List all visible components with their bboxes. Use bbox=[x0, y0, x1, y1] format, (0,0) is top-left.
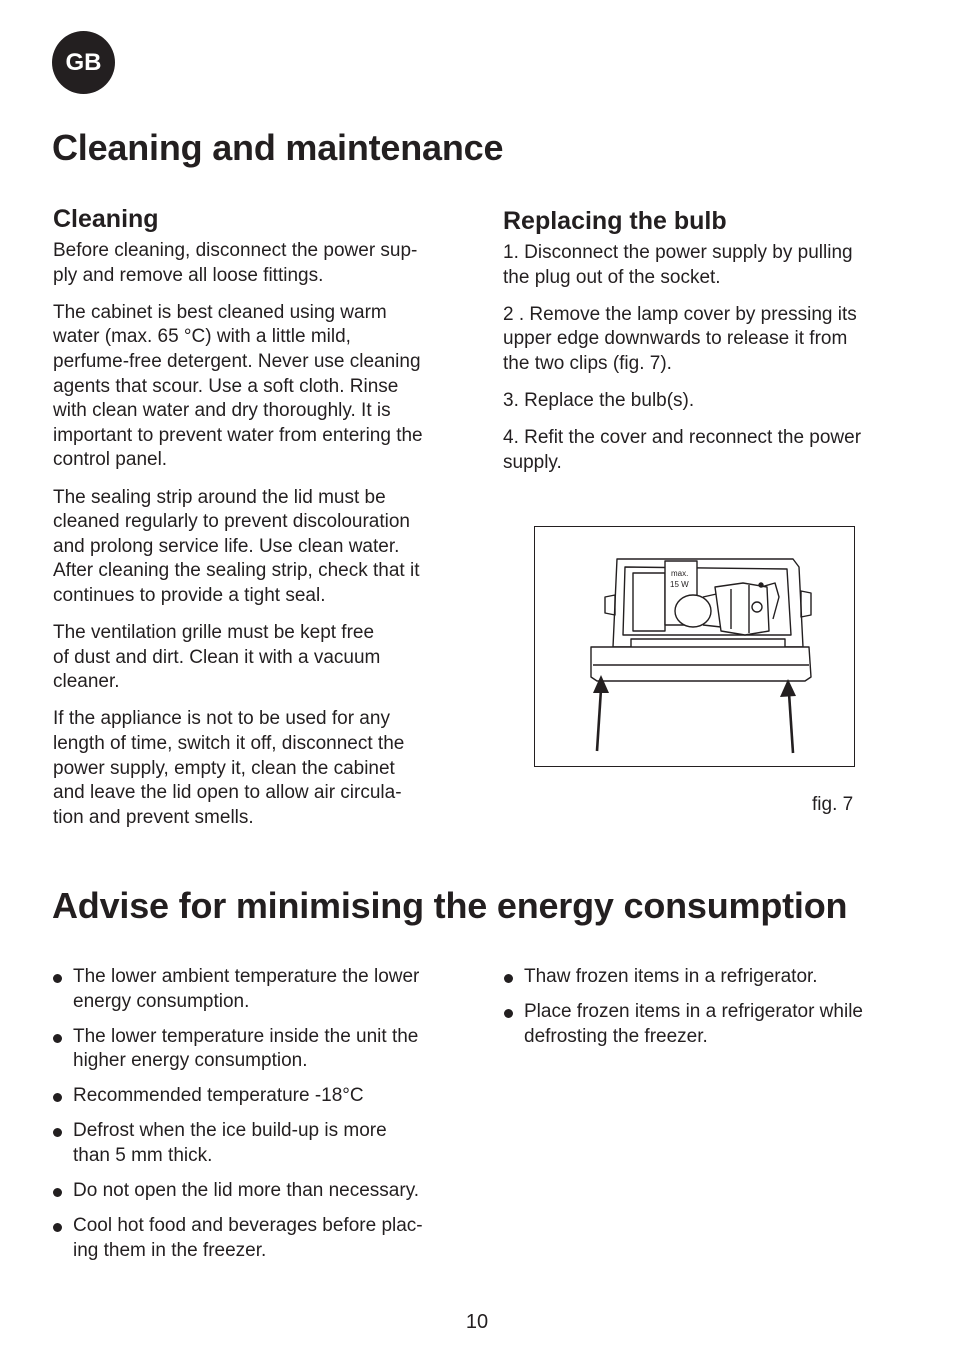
cleaning-paragraph: The sealing strip around the lid must be cleaned regularly to prevent discolouration and prolong service life. Use clean water. After cleaning the sealing strip, check that it continues to provide a tight seal. bbox=[53, 486, 420, 606]
language-badge: GB bbox=[52, 31, 115, 94]
cleaning-paragraph: Before cleaning, disconnect the power sup- ply and remove all loose fittings. bbox=[53, 240, 418, 286]
bullet-icon bbox=[53, 1188, 62, 1197]
bulb-heading: Replacing the bulb bbox=[503, 207, 727, 235]
bullet-icon bbox=[504, 1009, 513, 1018]
bullet-icon bbox=[504, 974, 513, 983]
bullet-icon bbox=[53, 1223, 62, 1232]
page-title: Cleaning and maintenance bbox=[52, 127, 504, 168]
list-item: The lower ambient temperature the lower energy consumption. bbox=[53, 965, 463, 1014]
bulb-step: 2 . Remove the lamp cover by pressing its upper edge downwards to release it from the two clips (fig. 7). bbox=[503, 303, 857, 374]
bulb-steps bbox=[503, 241, 903, 488]
list-item: Place frozen items in a refrigerator while defrosting the freezer. bbox=[504, 1000, 904, 1049]
energy-tips-left bbox=[53, 965, 463, 1274]
bullet-icon bbox=[53, 974, 62, 983]
cleaning-paragraph: The cabinet is best cleaned using warm water (max. 65 °C) with a little mild, perfume-free detergent. Never use cleaning agents that scour. Use a soft cloth. Rinse with clean water and dry thoroughly. It is important to prevent water from entering the control panel. bbox=[53, 301, 423, 471]
wattage-label-line2: 15 W bbox=[670, 580, 689, 589]
figure-caption: fig. 7 bbox=[812, 794, 854, 815]
cleaning-heading: Cleaning bbox=[53, 205, 159, 233]
cleaning-text bbox=[53, 239, 463, 843]
bullet-icon bbox=[53, 1034, 62, 1043]
lamp-cover-illustration bbox=[535, 527, 854, 766]
bulb-step: 4. Refit the cover and reconnect the power supply. bbox=[503, 427, 862, 473]
cleaning-paragraph: If the appliance is not to be used for any length of time, switch it off, disconnect the power supply, empty it, clean the cabinet and leave the lid open to allow air circula- tion and prevent smells. bbox=[53, 708, 405, 828]
list-item: Thaw frozen items in a refrigerator. bbox=[504, 965, 904, 990]
list-item: Recommended temperature -18°C bbox=[53, 1084, 463, 1109]
energy-tips-right bbox=[504, 965, 904, 1060]
lamp-cover-figure bbox=[534, 526, 855, 767]
list-item: Do not open the lid more than necessary. bbox=[53, 1179, 463, 1204]
wattage-label-line1: max. bbox=[671, 569, 689, 578]
bullet-icon bbox=[53, 1093, 62, 1102]
energy-title: Advise for minimising the energy consumption bbox=[52, 885, 848, 926]
page-number: 10 bbox=[465, 1311, 489, 1333]
list-item: Defrost when the ice build-up is more than 5 mm thick. bbox=[53, 1119, 463, 1168]
list-item: Cool hot food and beverages before plac- ing them in the freezer. bbox=[53, 1214, 463, 1263]
list-item: The lower temperature inside the unit the higher energy consumption. bbox=[53, 1025, 463, 1074]
bulb-step: 1. Disconnect the power supply by pulling the plug out of the socket. bbox=[503, 242, 853, 288]
bullet-icon bbox=[53, 1128, 62, 1137]
bulb-step: 3. Replace the bulb(s). bbox=[503, 390, 695, 412]
cleaning-paragraph: The ventilation grille must be kept free of dust and dirt. Clean it with a vacuum cleaner. bbox=[53, 622, 381, 693]
